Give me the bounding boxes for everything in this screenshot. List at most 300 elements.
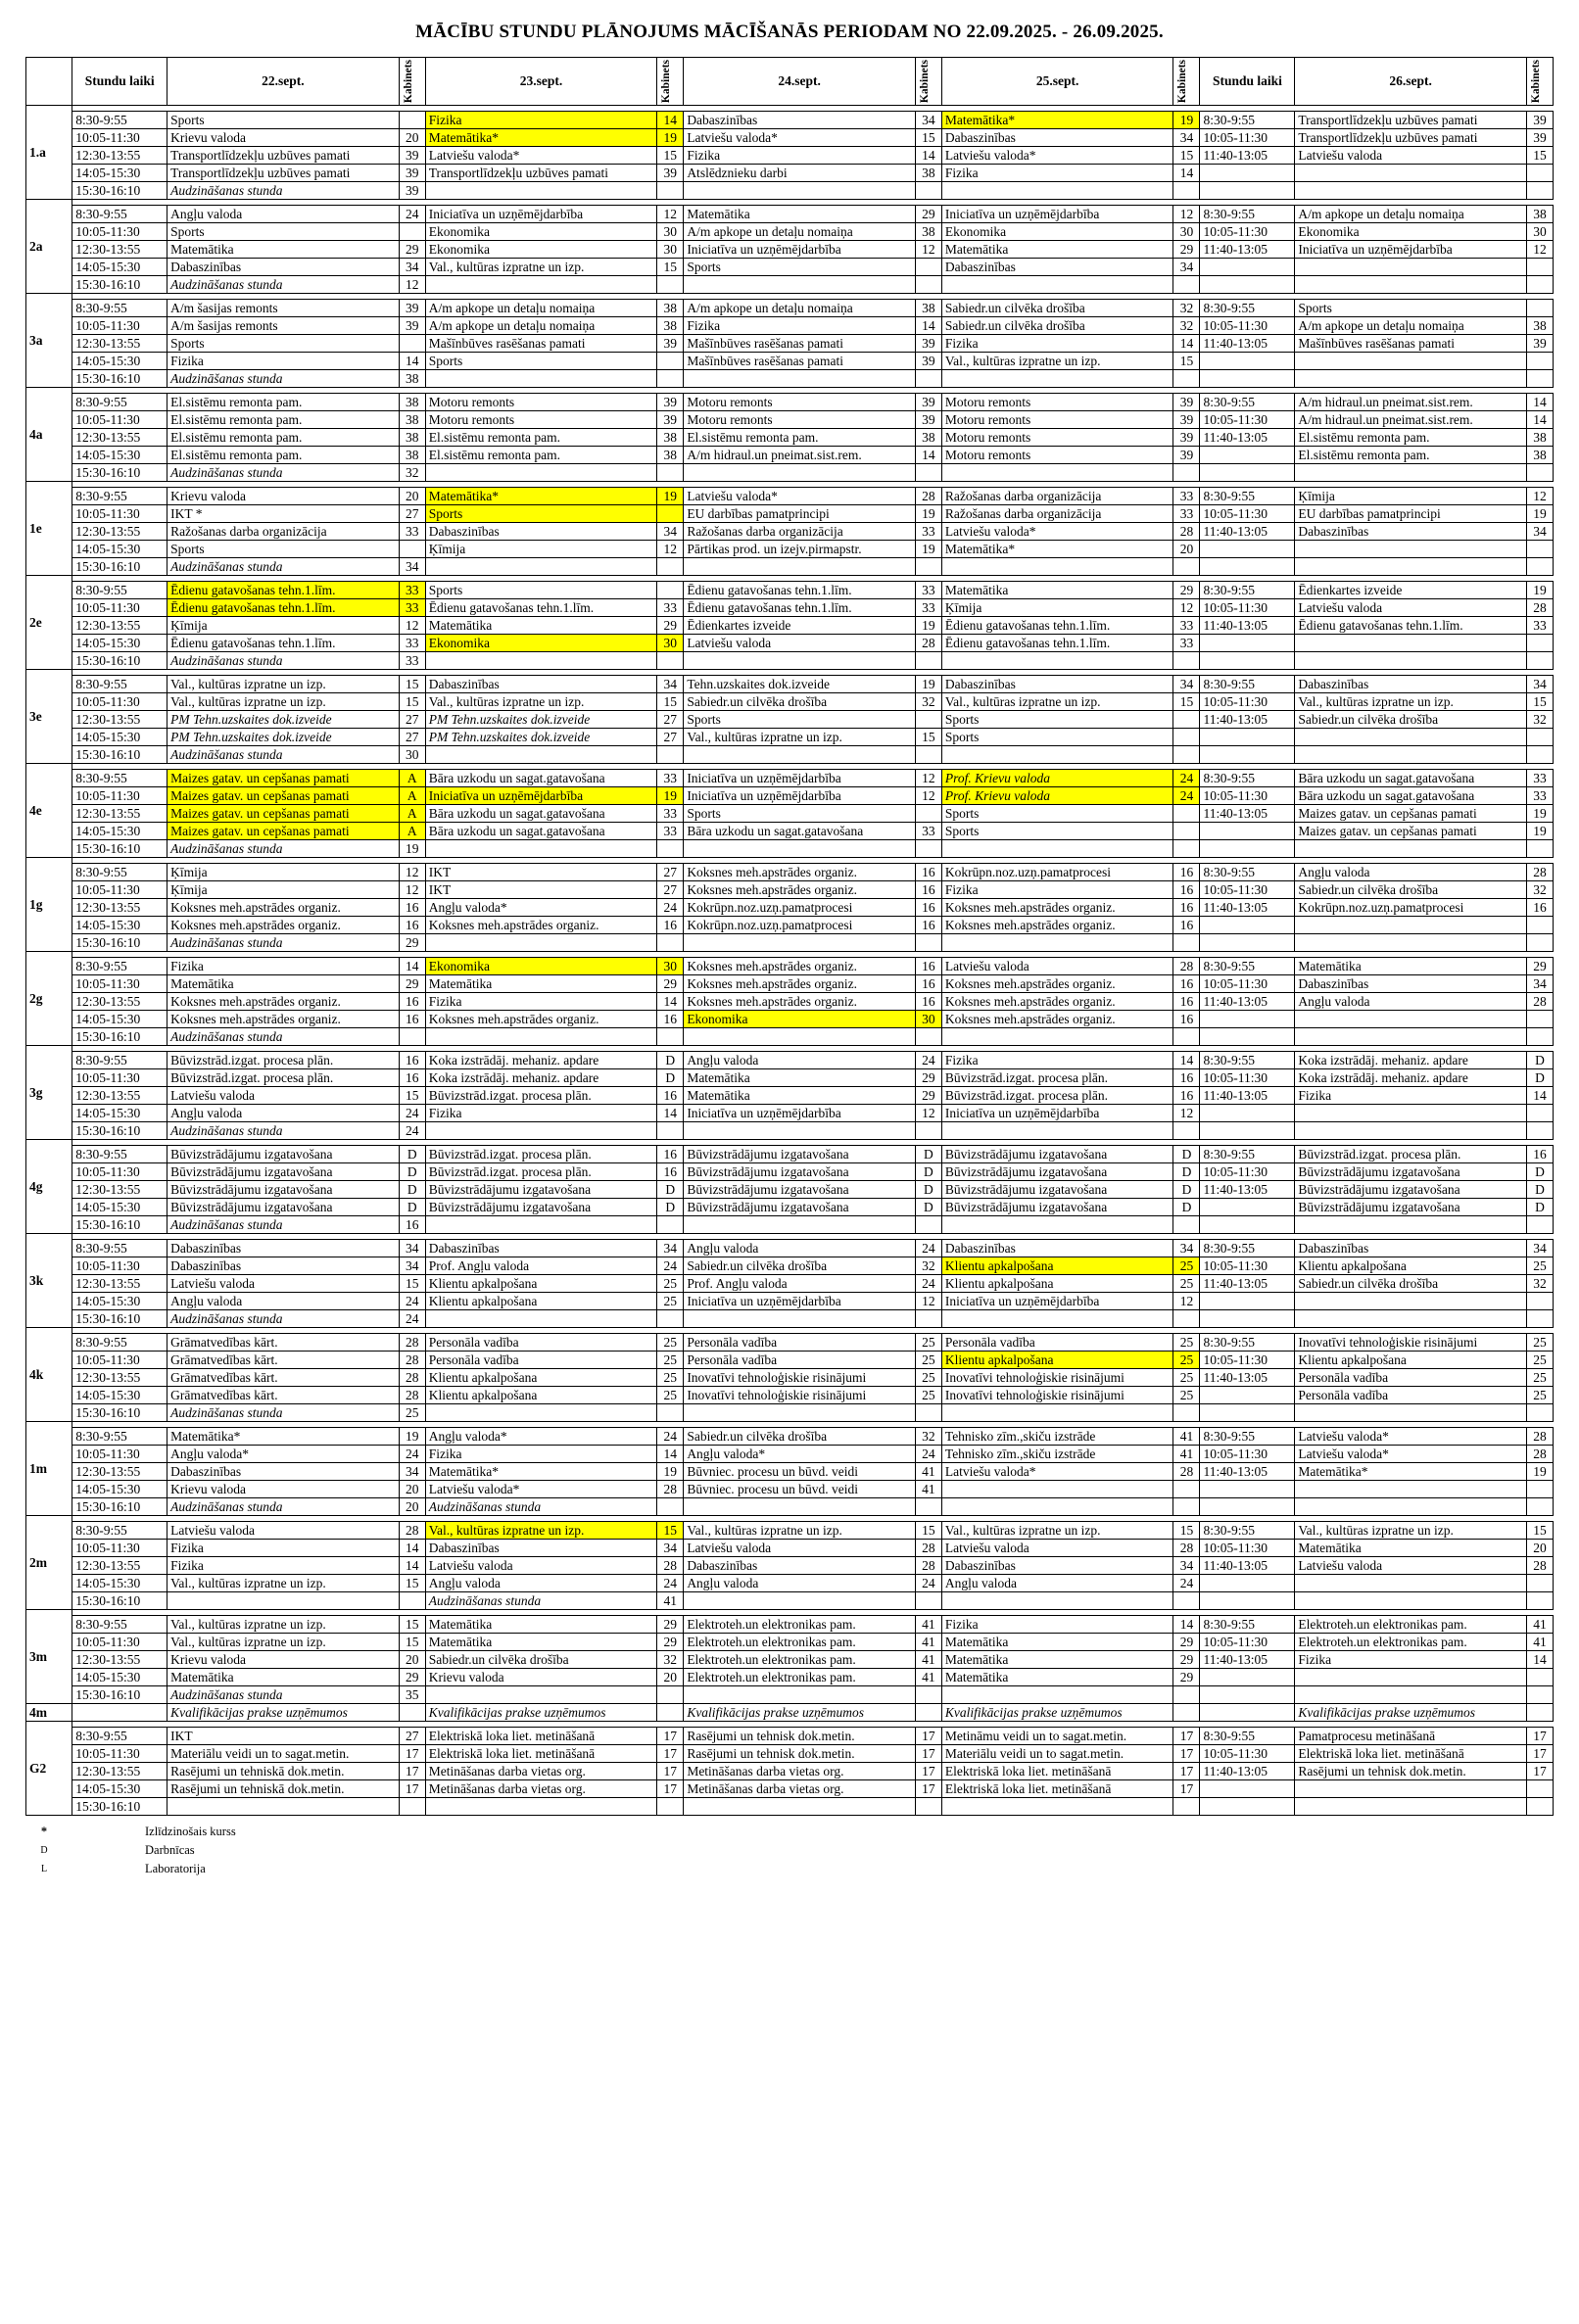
lesson-cell: Matemātika* [167, 1428, 400, 1446]
lesson-cell: Klientu apkalpošana [425, 1275, 657, 1293]
lesson-cell: Fizika [1295, 1087, 1527, 1105]
lesson-row [26, 464, 1554, 482]
lesson-cell: Būvizstrād.izgat. procesa plān. [425, 1087, 657, 1105]
room-cell: 39 [1173, 429, 1200, 447]
room-cell: 30 [657, 958, 684, 975]
time-cell: 15:30-16:10 [72, 1122, 167, 1140]
time-cell-fri [1200, 1199, 1295, 1216]
room-cell: 25 [915, 1369, 941, 1387]
room-cell [915, 1028, 941, 1046]
room-cell: 16 [399, 993, 425, 1011]
room-cell: 17 [657, 1745, 684, 1763]
time-cell-fri: 10:05-11:30 [1200, 1540, 1295, 1557]
room-cell: 28 [399, 1334, 425, 1352]
time-cell-fri: 11:40-13:05 [1200, 899, 1295, 917]
time-cell-fri: 8:30-9:55 [1200, 1240, 1295, 1257]
time-cell-fri: 10:05-11:30 [1200, 1069, 1295, 1087]
lesson-cell: Iniciatīva un uzņēmējdarbība [684, 1293, 916, 1310]
lesson-cell: Koksnes meh.apstrādes organiz. [167, 1011, 400, 1028]
lesson-cell: Klientu apkalpošana [425, 1387, 657, 1404]
room-cell: 15 [399, 1087, 425, 1105]
time-cell: 10:05-11:30 [72, 317, 167, 335]
room-cell: 24 [1173, 770, 1200, 787]
lesson-cell [425, 746, 657, 764]
lesson-cell [425, 1686, 657, 1704]
legend [25, 1822, 1554, 1879]
room-cell: 38 [915, 429, 941, 447]
room-cell: 14 [1526, 394, 1553, 411]
times-header-2: Stundu laiki [1200, 58, 1295, 106]
time-cell: 15:30-16:10 [72, 746, 167, 764]
lesson-cell [1295, 652, 1527, 670]
time-cell: 14:05-15:30 [72, 729, 167, 746]
room-cell: 25 [1173, 1387, 1200, 1404]
room-cell: 12 [657, 206, 684, 223]
time-cell: 10:05-11:30 [72, 1257, 167, 1275]
room-cell: 27 [399, 505, 425, 523]
lesson-cell [1295, 635, 1527, 652]
lesson-cell: Būvizstrādājumu izgatavošana [425, 1181, 657, 1199]
room-cell: D [657, 1181, 684, 1199]
time-cell-fri [1200, 1122, 1295, 1140]
room-cell: 15 [657, 1522, 684, 1540]
time-cell-fri: 8:30-9:55 [1200, 112, 1295, 129]
lesson-cell: Tehnisko zīm.,skiču izstrāde [941, 1428, 1173, 1446]
lesson-cell: Dabaszinības [1295, 1240, 1527, 1257]
lesson-row [26, 1463, 1554, 1481]
lesson-cell [684, 370, 916, 388]
lesson-cell [941, 1686, 1173, 1704]
room-cell [657, 505, 684, 523]
room-header-1: Kabinets [399, 58, 425, 106]
room-cell [1173, 558, 1200, 576]
room-cell: 14 [399, 353, 425, 370]
lesson-row [26, 975, 1554, 993]
room-cell: 16 [399, 1011, 425, 1028]
lesson-cell: Matemātika* [1295, 1463, 1527, 1481]
lesson-cell: Elektriskā loka liet. metināšanā [425, 1728, 657, 1745]
lesson-cell: Mašīnbūves rasēšanas pamati [425, 335, 657, 353]
lesson-cell: Metināšanas darba vietas org. [425, 1763, 657, 1780]
lesson-cell: Motoru remonts [941, 429, 1173, 447]
room-cell [657, 182, 684, 200]
room-cell [1173, 729, 1200, 746]
lesson-cell [684, 1216, 916, 1234]
time-cell-fri: 11:40-13:05 [1200, 1181, 1295, 1199]
lesson-cell: Būvizstrādājumu izgatavošana [1295, 1163, 1527, 1181]
lesson-cell: Kvalifikācijas prakse uzņēmumos [425, 1704, 657, 1722]
room-cell [1173, 1481, 1200, 1498]
room-cell: 29 [1173, 1651, 1200, 1669]
lesson-cell: Atslēdznieku darbi [684, 165, 916, 182]
lesson-cell: Matemātika [684, 206, 916, 223]
class-label: 1m [26, 1422, 72, 1516]
lesson-cell: Audzināšanas stunda [167, 1498, 400, 1516]
room-cell: 39 [915, 394, 941, 411]
lesson-cell [1295, 558, 1527, 576]
room-cell: 33 [1526, 770, 1553, 787]
room-cell [915, 1704, 941, 1722]
room-cell [915, 1404, 941, 1422]
lesson-cell: Sports [167, 541, 400, 558]
lesson-cell: Grāmatvedības kārt. [167, 1387, 400, 1404]
lesson-cell: Mašīnbūves rasēšanas pamati [1295, 335, 1527, 353]
room-header-5: Kabinets [1526, 58, 1553, 106]
lesson-cell: Personāla vadība [684, 1334, 916, 1352]
room-cell [1526, 370, 1553, 388]
lesson-cell: Ražošanas darba organizācija [684, 523, 916, 541]
room-header-4: Kabinets [1173, 58, 1200, 106]
room-cell [1526, 1686, 1553, 1704]
lesson-cell: A/m apkope un detaļu nomaiņa [684, 300, 916, 317]
lesson-cell: Prof. Angļu valoda [684, 1275, 916, 1293]
day-header-3: 24.sept. [684, 58, 916, 106]
lesson-cell: Dabaszinības [425, 1240, 657, 1257]
lesson-row [26, 1028, 1554, 1046]
lesson-cell: Dabaszinības [1295, 523, 1527, 541]
room-cell: 16 [1173, 1087, 1200, 1105]
lesson-cell: Sports [425, 582, 657, 599]
lesson-cell: Val., kultūras izpratne un izp. [684, 729, 916, 746]
room-cell: D [1173, 1163, 1200, 1181]
lesson-row [26, 429, 1554, 447]
room-cell [399, 1704, 425, 1722]
lesson-cell: Inovatīvi tehnoloģiskie risinājumi [684, 1369, 916, 1387]
time-cell: 15:30-16:10 [72, 464, 167, 482]
lesson-cell: Koksnes meh.apstrādes organiz. [425, 1011, 657, 1028]
lesson-row [26, 1446, 1554, 1463]
room-cell [1173, 464, 1200, 482]
lesson-cell [941, 1404, 1173, 1422]
lesson-cell [684, 1686, 916, 1704]
lesson-cell [941, 1122, 1173, 1140]
lesson-row [26, 1651, 1554, 1669]
room-cell: 24 [657, 1257, 684, 1275]
time-cell: 12:30-13:55 [72, 1369, 167, 1387]
lesson-cell [1295, 259, 1527, 276]
legend-gap [63, 1861, 139, 1877]
lesson-cell: Dabaszinības [941, 129, 1173, 147]
room-cell: 33 [915, 599, 941, 617]
room-cell: D [915, 1146, 941, 1163]
time-cell-fri: 10:05-11:30 [1200, 1257, 1295, 1275]
room-cell [1526, 1798, 1553, 1816]
room-cell [1173, 1310, 1200, 1328]
room-cell: 38 [399, 370, 425, 388]
room-cell [1173, 652, 1200, 670]
time-cell-fri [1200, 1105, 1295, 1122]
room-cell: 24 [399, 1446, 425, 1463]
room-cell: 39 [399, 165, 425, 182]
lesson-cell: Angļu valoda [167, 1105, 400, 1122]
time-cell: 15:30-16:10 [72, 370, 167, 388]
room-cell [1526, 1310, 1553, 1328]
room-cell: 16 [1173, 881, 1200, 899]
room-cell: 12 [399, 864, 425, 881]
lesson-row [26, 317, 1554, 335]
room-cell: 34 [1526, 676, 1553, 693]
room-cell: 15 [657, 147, 684, 165]
room-cell: 33 [399, 582, 425, 599]
room-cell [915, 1798, 941, 1816]
room-cell: 14 [1173, 335, 1200, 353]
lesson-cell: Matemātika [425, 975, 657, 993]
room-cell: 14 [915, 447, 941, 464]
lesson-cell: Transportlīdzekļu uzbūves pamati [167, 165, 400, 182]
room-cell: 19 [657, 787, 684, 805]
room-cell: A [399, 787, 425, 805]
room-cell: 16 [915, 993, 941, 1011]
time-cell-fri: 8:30-9:55 [1200, 394, 1295, 411]
time-cell: 10:05-11:30 [72, 599, 167, 617]
time-cell-fri: 11:40-13:05 [1200, 1275, 1295, 1293]
room-cell: 33 [399, 523, 425, 541]
room-cell: A [399, 770, 425, 787]
room-cell [915, 1592, 941, 1610]
lesson-cell: Klientu apkalpošana [1295, 1257, 1527, 1275]
class-label: 1e [26, 482, 72, 576]
lesson-cell: Dabaszinības [941, 676, 1173, 693]
room-cell: 34 [657, 1240, 684, 1257]
lesson-cell [1295, 464, 1527, 482]
lesson-row [26, 1087, 1554, 1105]
lesson-cell [941, 746, 1173, 764]
room-cell: 16 [1173, 993, 1200, 1011]
lesson-cell [1295, 840, 1527, 858]
room-cell: D [1173, 1199, 1200, 1216]
room-cell: 34 [915, 112, 941, 129]
room-cell [1173, 823, 1200, 840]
room-cell [657, 1704, 684, 1722]
lesson-cell: Ēdienu gatavošanas tehn.1.līm. [167, 582, 400, 599]
time-cell-fri: 8:30-9:55 [1200, 488, 1295, 505]
lesson-cell: Metināšanas darba vietas org. [684, 1780, 916, 1798]
lesson-row [26, 1798, 1554, 1816]
lesson-cell: PM Tehn.uzskaites dok.izveide [425, 711, 657, 729]
room-cell [915, 182, 941, 200]
class-label: 4a [26, 388, 72, 482]
lesson-cell [1295, 746, 1527, 764]
lesson-cell: Matemātika [941, 582, 1173, 599]
lesson-cell: Audzināšanas stunda [167, 1122, 400, 1140]
lesson-cell: Val., kultūras izpratne un izp. [941, 1522, 1173, 1540]
lesson-cell [1295, 1686, 1527, 1704]
time-cell: 14:05-15:30 [72, 1575, 167, 1592]
time-cell: 15:30-16:10 [72, 840, 167, 858]
time-cell: 8:30-9:55 [72, 394, 167, 411]
room-cell: 15 [1173, 353, 1200, 370]
time-cell: 15:30-16:10 [72, 1798, 167, 1816]
lesson-cell: Ķīmija [425, 541, 657, 558]
room-cell [1526, 635, 1553, 652]
lesson-cell [1295, 1575, 1527, 1592]
room-cell: 25 [1526, 1387, 1553, 1404]
lesson-cell: Fizika [167, 1557, 400, 1575]
lesson-cell: Audzināšanas stunda [167, 1404, 400, 1422]
lesson-cell [1295, 1669, 1527, 1686]
room-cell [1526, 729, 1553, 746]
room-cell: 33 [915, 523, 941, 541]
room-cell [1173, 1122, 1200, 1140]
lesson-cell: Latviešu valoda [1295, 1557, 1527, 1575]
room-cell: 29 [399, 1669, 425, 1686]
lesson-cell: Fizika [425, 1105, 657, 1122]
lesson-cell: Ēdienkartes izveide [1295, 582, 1527, 599]
time-cell: 15:30-16:10 [72, 652, 167, 670]
room-cell: 17 [1526, 1763, 1553, 1780]
room-cell: 16 [1173, 899, 1200, 917]
room-cell [1526, 558, 1553, 576]
room-cell: 30 [399, 746, 425, 764]
time-cell: 10:05-11:30 [72, 1634, 167, 1651]
lesson-cell: Būvizstrādājumu izgatavošana [941, 1146, 1173, 1163]
lesson-cell: Fizika [941, 165, 1173, 182]
time-cell [72, 1704, 167, 1722]
lesson-cell: Audzināšanas stunda [167, 840, 400, 858]
time-cell-fri [1200, 934, 1295, 952]
time-cell-fri: 8:30-9:55 [1200, 206, 1295, 223]
lesson-row [26, 787, 1554, 805]
class-label: 2g [26, 952, 72, 1046]
lesson-cell: Ekonomika [425, 958, 657, 975]
time-cell-fri [1200, 1575, 1295, 1592]
room-cell: 29 [657, 1634, 684, 1651]
room-cell [1526, 917, 1553, 934]
day-header-4: 25.sept. [941, 58, 1173, 106]
lesson-row [26, 1310, 1554, 1328]
room-cell [399, 541, 425, 558]
lesson-cell [941, 934, 1173, 952]
room-cell: 25 [1173, 1334, 1200, 1352]
room-cell: 29 [1173, 241, 1200, 259]
lesson-cell: Motoru remonts [941, 394, 1173, 411]
room-cell: D [1526, 1069, 1553, 1087]
time-cell: 14:05-15:30 [72, 1481, 167, 1498]
room-cell: 34 [1173, 676, 1200, 693]
lesson-cell: Fizika [684, 147, 916, 165]
room-cell [1173, 276, 1200, 294]
room-cell: 34 [657, 523, 684, 541]
room-cell: 38 [399, 429, 425, 447]
time-cell-fri: 8:30-9:55 [1200, 1522, 1295, 1540]
time-cell-fri [1200, 259, 1295, 276]
lesson-cell [941, 464, 1173, 482]
lesson-cell: Audzināšanas stunda [167, 1686, 400, 1704]
lesson-cell: Val., kultūras izpratne un izp. [684, 1522, 916, 1540]
lesson-row [26, 805, 1554, 823]
time-cell-fri: 10:05-11:30 [1200, 1163, 1295, 1181]
room-cell: 16 [399, 899, 425, 917]
room-cell: D [657, 1199, 684, 1216]
lesson-row [26, 505, 1554, 523]
room-cell: 17 [1173, 1780, 1200, 1798]
room-cell: 25 [1526, 1352, 1553, 1369]
lesson-cell: Ēdienu gatavošanas tehn.1.līm. [425, 599, 657, 617]
legend-row [27, 1842, 1552, 1859]
room-cell: 25 [1526, 1334, 1553, 1352]
lesson-cell: Iniciatīva un uzņēmējdarbība [941, 1293, 1173, 1310]
lesson-cell: Latviešu valoda* [425, 1481, 657, 1498]
lesson-cell: Elektroteh.un elektronikas pam. [1295, 1634, 1527, 1651]
lesson-cell: Val., kultūras izpratne un izp. [425, 1522, 657, 1540]
lesson-cell: Matemātika [167, 241, 400, 259]
lesson-cell: Sabiedr.un cilvēka drošība [1295, 711, 1527, 729]
lesson-cell: Matemātika [684, 1069, 916, 1087]
lesson-cell: Matemātika [167, 1669, 400, 1686]
room-cell: 16 [657, 1163, 684, 1181]
lesson-cell: Matemātika [425, 1616, 657, 1634]
room-cell: 33 [915, 823, 941, 840]
lesson-cell: IKT [425, 864, 657, 881]
room-cell: 34 [399, 1240, 425, 1257]
lesson-cell: Maizes gatav. un cepšanas pamati [167, 823, 400, 840]
room-cell [1526, 1575, 1553, 1592]
time-cell: 14:05-15:30 [72, 635, 167, 652]
lesson-cell: Audzināšanas stunda [167, 182, 400, 200]
lesson-cell: Iniciatīva un uzņēmējdarbība [684, 241, 916, 259]
lesson-cell [1295, 917, 1527, 934]
time-cell-fri: 8:30-9:55 [1200, 864, 1295, 881]
room-cell [399, 335, 425, 353]
lesson-cell: Dabaszinības [1295, 975, 1527, 993]
lesson-cell: Būvizstrād.izgat. procesa plān. [425, 1163, 657, 1181]
lesson-cell [1295, 1216, 1527, 1234]
lesson-cell: Koksnes meh.apstrādes organiz. [425, 917, 657, 934]
room-cell: 28 [915, 1557, 941, 1575]
time-cell: 12:30-13:55 [72, 147, 167, 165]
lesson-cell [941, 652, 1173, 670]
lesson-cell: Latviešu valoda* [1295, 1446, 1527, 1463]
time-cell-fri: 10:05-11:30 [1200, 599, 1295, 617]
room-cell: 16 [1173, 1069, 1200, 1087]
time-cell-fri: 8:30-9:55 [1200, 1334, 1295, 1352]
lesson-cell: Maizes gatav. un cepšanas pamati [167, 770, 400, 787]
lesson-row [26, 129, 1554, 147]
lesson-row [26, 1728, 1554, 1745]
lesson-cell: Bāra uzkodu un sagat.gatavošana [425, 823, 657, 840]
lesson-cell: Mašīnbūves rasēšanas pamati [684, 335, 916, 353]
room-cell: 27 [399, 1728, 425, 1745]
room-cell: 38 [915, 300, 941, 317]
room-cell: 28 [1526, 1446, 1553, 1463]
lesson-row [26, 488, 1554, 505]
room-cell: 32 [915, 1428, 941, 1446]
time-cell: 14:05-15:30 [72, 165, 167, 182]
lesson-cell [425, 464, 657, 482]
lesson-cell: Val., kultūras izpratne un izp. [1295, 693, 1527, 711]
class-label: 3a [26, 294, 72, 388]
lesson-cell: Ēdienu gatavošanas tehn.1.līm. [167, 635, 400, 652]
room-cell: 24 [915, 1052, 941, 1069]
time-cell: 14:05-15:30 [72, 1199, 167, 1216]
time-cell: 12:30-13:55 [72, 1087, 167, 1105]
time-cell-fri: 11:40-13:05 [1200, 1557, 1295, 1575]
room-cell [1173, 1498, 1200, 1516]
lesson-cell: Elektriskā loka liet. metināšanā [941, 1763, 1173, 1780]
lesson-cell: EU darbības pamatprincipi [1295, 505, 1527, 523]
room-cell [915, 464, 941, 482]
lesson-cell: Matemātika* [941, 541, 1173, 558]
time-cell-fri: 11:40-13:05 [1200, 711, 1295, 729]
lesson-row [26, 1069, 1554, 1087]
corner-cell [26, 58, 72, 106]
lesson-cell: Ķīmija [167, 881, 400, 899]
room-cell [1173, 1798, 1200, 1816]
lesson-cell: Audzināšanas stunda [167, 652, 400, 670]
lesson-cell: Dabaszinības [684, 112, 916, 129]
time-cell: 12:30-13:55 [72, 523, 167, 541]
room-cell: D [1526, 1163, 1553, 1181]
